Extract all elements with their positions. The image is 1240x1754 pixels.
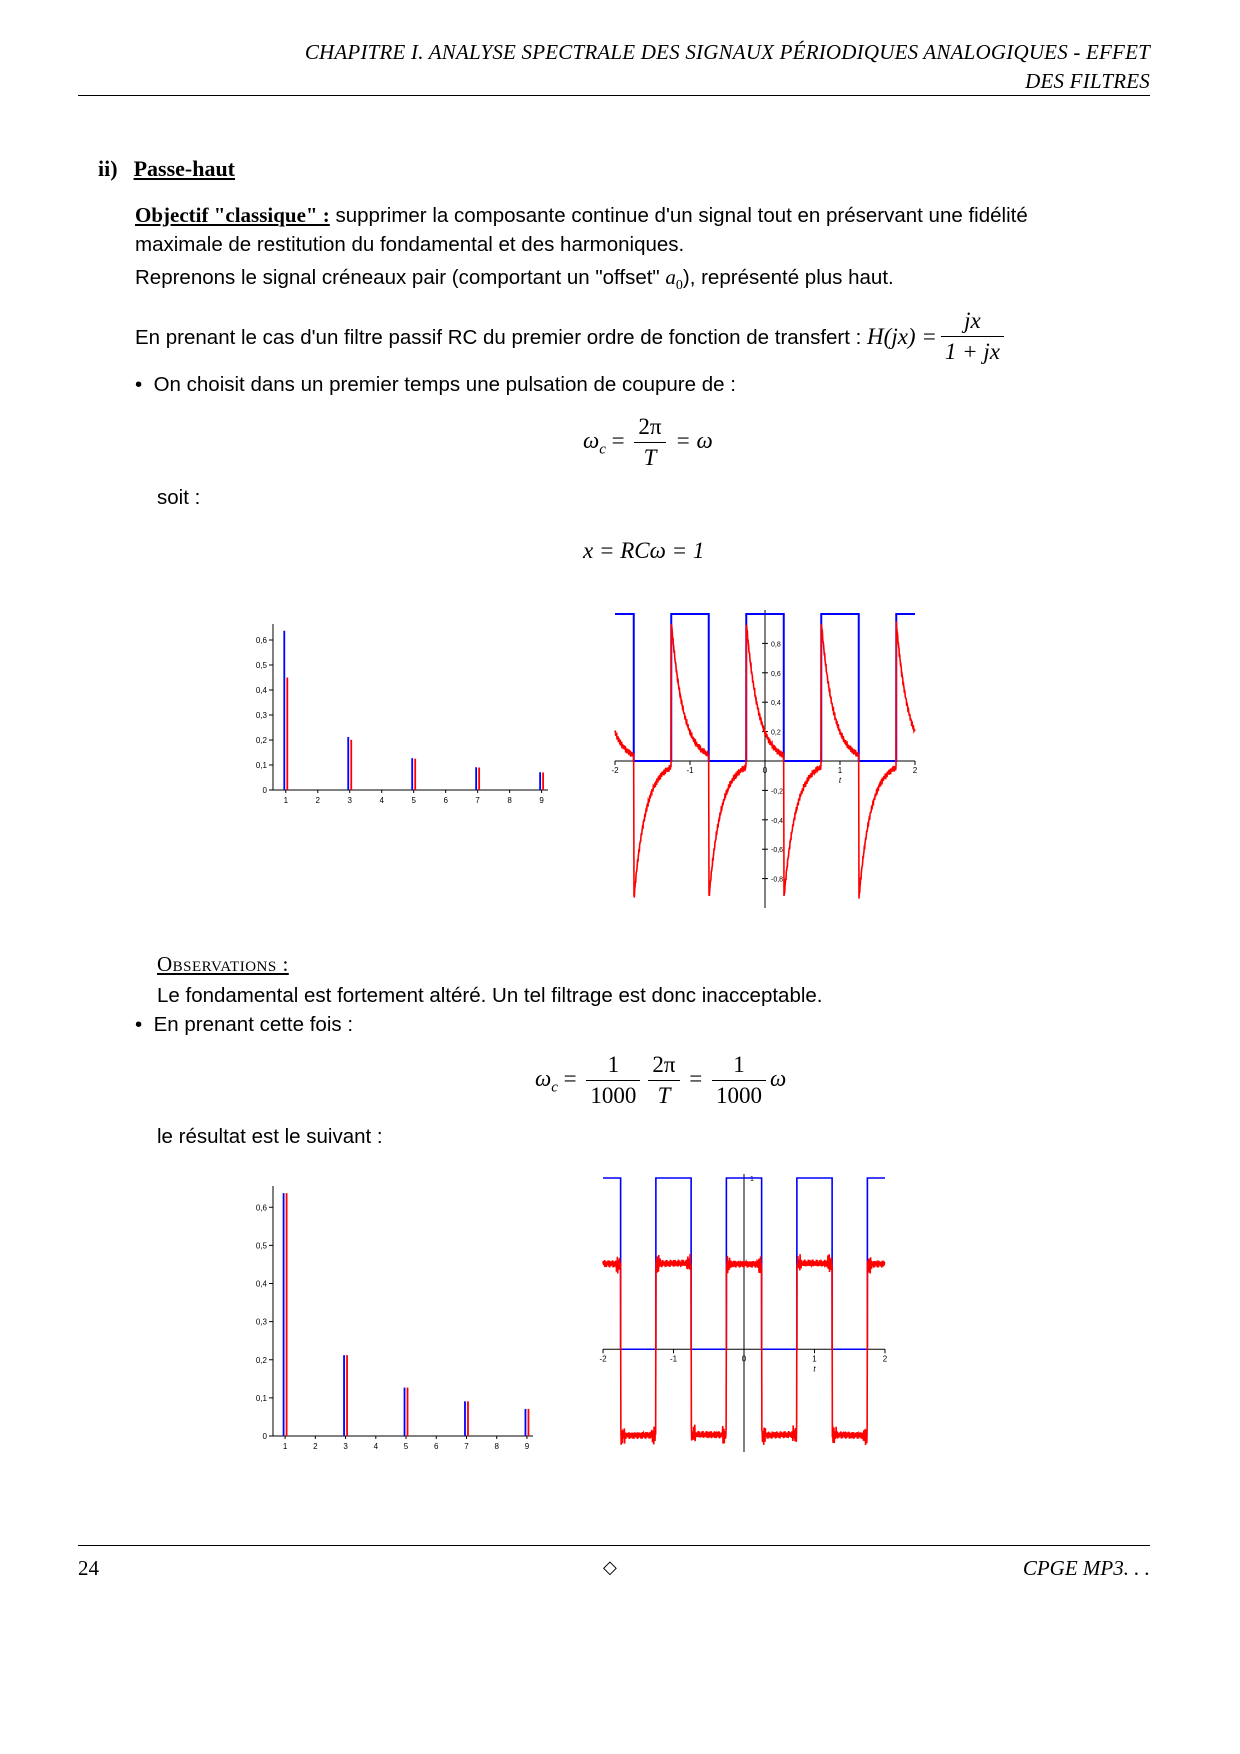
header-rule [78, 95, 1150, 96]
transfer-fraction [941, 308, 1004, 365]
y-tick-label: 0,6 [771, 670, 781, 678]
bullet-dot-icon: • [135, 1013, 143, 1036]
x-tick-label: 7 [475, 796, 480, 805]
x-tick-label: 9 [524, 1442, 530, 1450]
eq3-eq: = [557, 1065, 583, 1091]
transfer-paragraph [135, 310, 1008, 367]
time-chart-2 [595, 1170, 895, 1460]
footer-page-number: 24 [78, 1556, 99, 1580]
y-tick-label: 0,4 [255, 1279, 267, 1289]
bullet-1-text: On choisit dans un premier temps une pulsation de coupure de : [153, 373, 736, 396]
spectrum-chart-1 [248, 610, 568, 910]
eq3-sub: c [551, 1079, 558, 1096]
time-2-axes [599, 1174, 887, 1452]
x-axis-label: t [813, 1364, 816, 1374]
eq3-frac2 [648, 1052, 679, 1109]
x-tick-label: 6 [434, 1442, 439, 1450]
eq1-fraction [634, 414, 665, 471]
eq3-f1den: 1000 [590, 1083, 637, 1108]
y-tick-label: 0 [262, 1432, 267, 1441]
spectrum-chart-2 [248, 1180, 548, 1450]
y-tick-label: 0,2 [255, 1355, 267, 1365]
eq1-sub: c [599, 441, 606, 458]
footer-diamond-icon: ◇ [603, 1557, 617, 1577]
eq1-eq: = [605, 427, 631, 453]
running-header-line2: DES FILTRES [1025, 69, 1150, 93]
footer-rule [78, 1545, 1150, 1546]
eq3-f2den: T [657, 1083, 671, 1108]
y-tick-label: 0 [262, 786, 267, 795]
resultat-text: le résultat est le suivant : [157, 1125, 383, 1148]
x-tick-label: 4 [379, 796, 384, 805]
x-tick-label: 8 [494, 1442, 499, 1450]
x-tick-label: 4 [373, 1442, 379, 1450]
eq1-rhs: = ω [669, 427, 713, 453]
eq3-frac1 [586, 1052, 640, 1109]
objective-text-line2: maximale de restitution du fondamental et des harmoniques. [135, 233, 685, 256]
y-tick-label: 0,3 [255, 1317, 267, 1327]
section-title: Passe-haut [133, 156, 236, 181]
y-tick-label: 0,6 [255, 636, 267, 645]
bullet-2 [135, 1009, 353, 1040]
y-tick-label: -0,4 [771, 817, 784, 825]
y-tick-label: -0,2 [771, 788, 784, 796]
footer-right-text: CPGE MP3. . . [1022, 1556, 1150, 1580]
reprise-sub: 0 [675, 278, 683, 294]
section-heading [98, 156, 235, 182]
equation-x: x = RCω = 1 [583, 538, 705, 563]
spectrum-2-axes [256, 1186, 533, 1450]
y-tick-label: 0,4 [771, 700, 781, 708]
bullet-2-text: En prenant cette fois : [153, 1013, 354, 1036]
transfer-lhs: H(jx) = [867, 323, 937, 349]
spectrum-1-bars [284, 631, 543, 790]
y-tick-label: 0,2 [255, 736, 267, 745]
eq1-den: T [643, 445, 657, 470]
y-tick-label: 0,5 [750, 1261, 760, 1269]
y-tick-label: 0,1 [255, 761, 267, 770]
y-tick-label: 0,1 [255, 1393, 267, 1403]
eq3-eq2: = [683, 1065, 709, 1091]
bullet-dot-icon: • [135, 373, 143, 396]
x-tick-label: 0 [741, 1354, 747, 1364]
y-tick-label: 0,4 [255, 686, 267, 695]
bullet-1 [135, 369, 736, 400]
x-tick-label: 0 [762, 766, 768, 775]
y-tick-label: 0,3 [255, 711, 267, 720]
transfer-num: jx [941, 308, 1004, 337]
equation-omega-c-2 [535, 1052, 786, 1109]
x-tick-label: 1 [812, 1354, 817, 1364]
eq3-frac3 [712, 1052, 766, 1109]
x-tick-label: 3 [343, 1442, 348, 1450]
y-tick-label: 0,8 [771, 641, 781, 649]
y-tick-label: -0,8 [771, 876, 784, 884]
running-header-line1: CHAPITRE I. ANALYSE SPECTRALE DES SIGNAUX PÉRIODIQUES ANALOGIQUES - EFFET [304, 40, 1150, 64]
x-tick-label: 9 [539, 796, 544, 805]
eq3-lhs: ω [535, 1065, 552, 1091]
x-tick-label: -2 [611, 766, 619, 775]
x-tick-label: -1 [686, 766, 694, 775]
eq3-rhs: ω [770, 1065, 787, 1091]
observations-title-text: Observations : [157, 952, 289, 976]
equation-omega-c [583, 414, 713, 471]
reprise-paragraph [135, 262, 894, 301]
x-tick-label: 5 [411, 796, 416, 805]
observations-text: Le fondamental est fortement altéré. Un tel filtrage est donc inacceptable. [157, 984, 823, 1007]
x-axis-label: t [838, 776, 842, 785]
x-tick-label: 3 [347, 796, 352, 805]
y-tick-label: 0,6 [255, 1203, 267, 1213]
x-tick-label: 1 [283, 796, 289, 805]
eq1-lhs: ω [583, 427, 600, 453]
eq3-f1num: 1 [586, 1052, 640, 1081]
x-tick-label: 2 [882, 1354, 888, 1364]
eq3-f3num: 1 [712, 1052, 766, 1081]
eq1-num: 2π [634, 414, 665, 443]
soit-text: soit : [157, 486, 201, 509]
reprise-before: Reprenons le signal créneaux pair (comportant un "offset" [135, 266, 666, 289]
x-tick-label: 2 [315, 796, 320, 805]
y-tick-label: 0,5 [255, 661, 267, 670]
observations-title [157, 952, 289, 977]
objective-text-line1: supprimer la composante continue d'un signal tout en préservant une fidélité [329, 204, 1028, 227]
spectrum-2-bars [284, 1193, 529, 1436]
reprise-var: a [665, 265, 676, 289]
x-tick-label: -2 [599, 1354, 607, 1364]
x-tick-label: 7 [464, 1442, 469, 1450]
spectrum-1-axes [256, 624, 548, 805]
time-1-axes [611, 610, 917, 908]
eq3-f2num: 2π [648, 1052, 679, 1081]
y-tick-label: -0,6 [771, 847, 784, 855]
x-tick-label: -1 [669, 1354, 678, 1364]
x-tick-label: 5 [403, 1442, 409, 1450]
objective-label: Objectif "classique" : [135, 203, 330, 227]
x-tick-label: 8 [507, 796, 512, 805]
x-tick-label: 1 [837, 766, 843, 775]
x-tick-label: 1 [282, 1442, 288, 1450]
objective-paragraph [135, 200, 1150, 231]
transfer-text: En prenant le cas d'un filtre passif RC du premier ordre de fonction de transfert : [135, 325, 868, 349]
x-tick-label: 6 [443, 796, 448, 805]
x-tick-label: 2 [313, 1442, 318, 1450]
eq3-f3den: 1000 [716, 1083, 763, 1108]
reprise-after: ), représenté plus haut. [682, 266, 894, 289]
section-number: ii) [98, 156, 118, 181]
y-tick-label: 0,2 [771, 729, 781, 737]
y-tick-label: 1 [750, 1176, 754, 1183]
x-tick-label: 2 [912, 766, 918, 775]
running-header [305, 38, 1150, 96]
y-tick-label: 0,5 [255, 1241, 267, 1251]
transfer-den: 1 + jx [944, 339, 1000, 364]
time-chart-1 [605, 608, 925, 913]
